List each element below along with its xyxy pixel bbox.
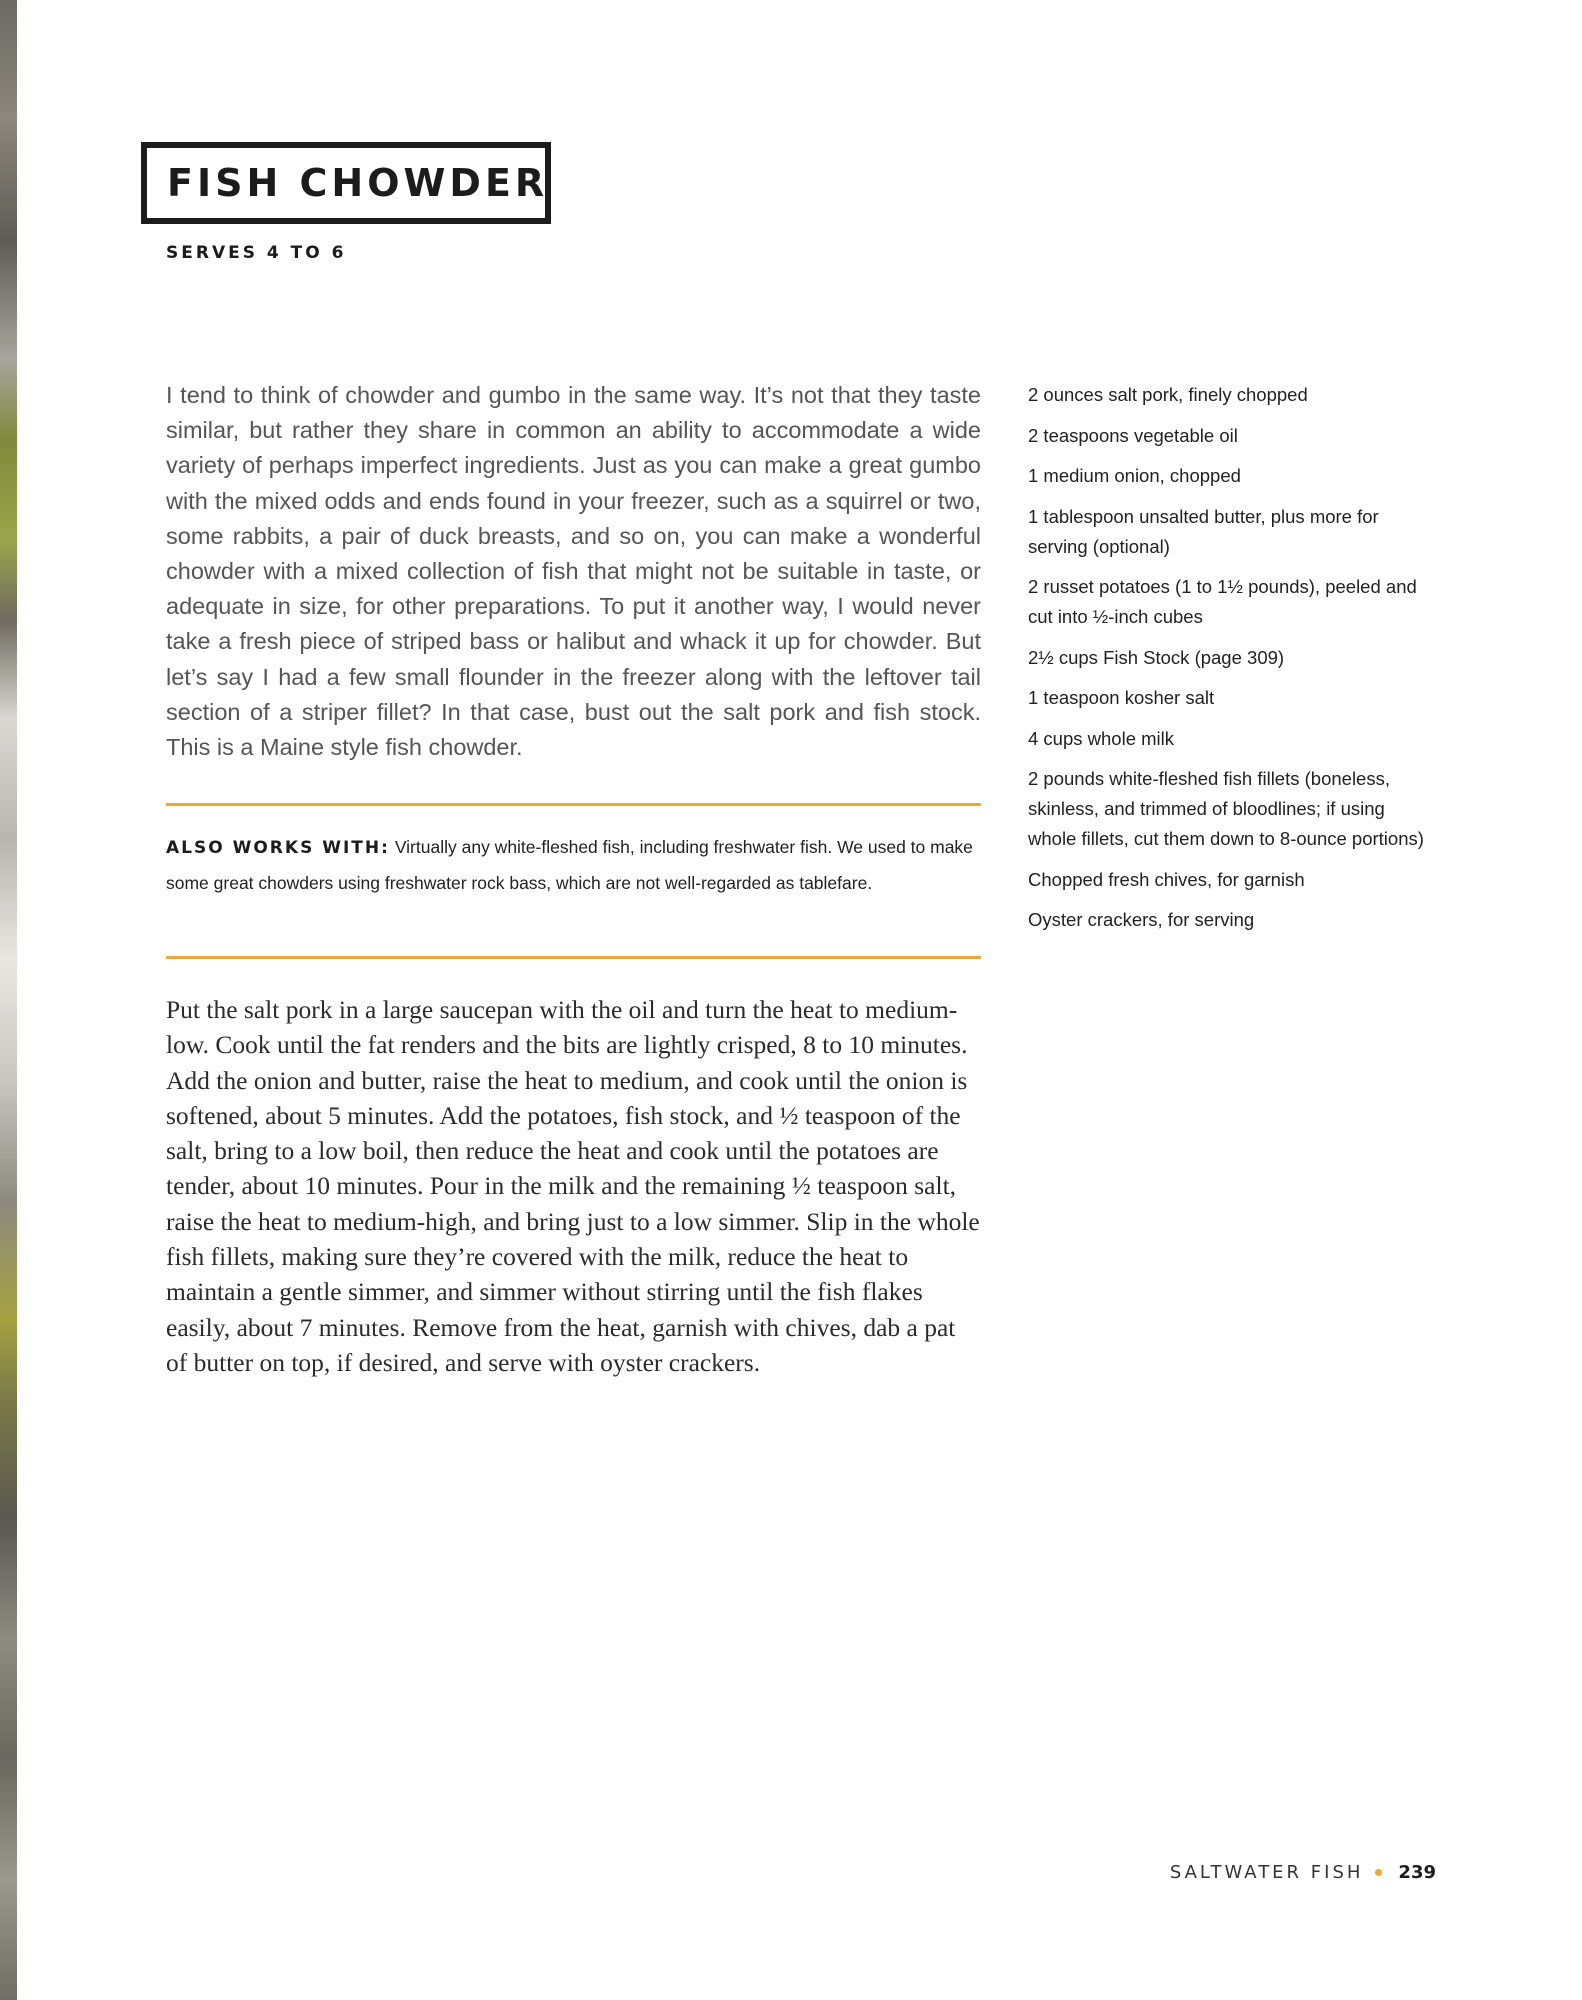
recipe-intro: I tend to think of chowder and gumbo in the same way. It’s not that they taste similar, but rather they share in common an ability to accommodate a wide variety of perhaps imperfect ingredients. Just as you can make a great gumbo with the mixed odds and ends found in your freezer, such as a squirrel or two, some rabbits, a pair of duck breasts, and so on, you can make a wonderful chowder with a mixed collection of fish that might not be suitable in taste, or adequate in size, for other preparations. To put it another way, I would never take a fresh piece of striped bass or halibut and whack it up for chowder. But let’s say I had a few small flounder in the freezer along with the leftover tail section of a striper fillet? In that case, bust out the salt pork and fish stock. This is a Maine style fish chowder. — [166, 382, 981, 761]
divider-top — [166, 803, 981, 806]
ingredient-item: 2 ounces salt pork, finely chopped — [1028, 384, 1308, 405]
serves-label: SERVES 4 TO 6 — [166, 243, 347, 263]
recipe-title-box — [141, 142, 551, 224]
ingredient-item: 1 medium onion, chopped — [1028, 465, 1241, 486]
also-works-with-note — [166, 830, 981, 901]
footer-bullet-icon — [1375, 1869, 1382, 1876]
page-number: 239 — [1398, 1862, 1436, 1883]
facing-page-photo-edge — [0, 0, 17, 2000]
recipe-title: FISH CHOWDER — [167, 161, 549, 205]
ingredient-item: Oyster crackers, for serving — [1028, 909, 1255, 930]
recipe-method: Put the salt pork in a large saucepan with the oil and turn the heat to medium-low. Cook until the fat renders and the bits are lightly crisped, 8 to 10 minutes. Add the onion and butter, raise the heat to medium, and cook until the onion is softened, about 5 minutes. Add the potatoes, fish stock, and ½ teaspoon of the salt, bring to a low boil, then reduce the heat and cook until the potatoes are tender, about 10 minutes. Pour in the milk and the remaining ½ teaspoon salt, raise the heat to medium-high, and bring just to a low simmer. Slip in the whole fish fillets, making sure they’re covered with the milk, reduce the heat to maintain a gentle simmer, and simmer without stirring until the fish flakes easily, about 7 minutes. Remove from the heat, garnish with chives, dab a pat of butter on top, if desired, and serve with oyster crackers. — [166, 995, 980, 1377]
ingredient-item: 2 teaspoons vegetable oil — [1028, 424, 1238, 446]
ingredient-list — [1028, 380, 1438, 946]
ingredient-item: 1 tablespoon unsalted butter, plus more for serving (optional) — [1028, 505, 1379, 557]
page-footer — [1170, 1862, 1436, 1883]
also-works-with-label: ALSO WORKS WITH: — [166, 838, 390, 858]
ingredient-item: 2 pounds white-fleshed fish fillets (boneless, skinless, and trimmed of bloodlines; if using whole fillets, cut them down to 8-ounce portions) — [1028, 768, 1424, 849]
divider-bottom — [166, 956, 981, 959]
ingredient-item: 2 russet potatoes (1 to 1½ pounds), peeled and cut into ½-inch cubes — [1028, 576, 1417, 627]
ingredient-item: 4 cups whole milk — [1028, 727, 1175, 749]
ingredient-item: 1 teaspoon kosher salt — [1028, 687, 1215, 708]
ingredient-item: Chopped fresh chives, for garnish — [1028, 868, 1305, 890]
ingredient-item: 2½ cups Fish Stock (page 309) — [1028, 646, 1285, 668]
also-works-with-text: Virtually any white-fleshed fish, including freshwater fish. We used to make some great chowders using freshwater rock bass, which are not well-regarded as tablefare. — [166, 837, 973, 893]
footer-section-title: SALTWATER FISH — [1169, 1862, 1364, 1883]
